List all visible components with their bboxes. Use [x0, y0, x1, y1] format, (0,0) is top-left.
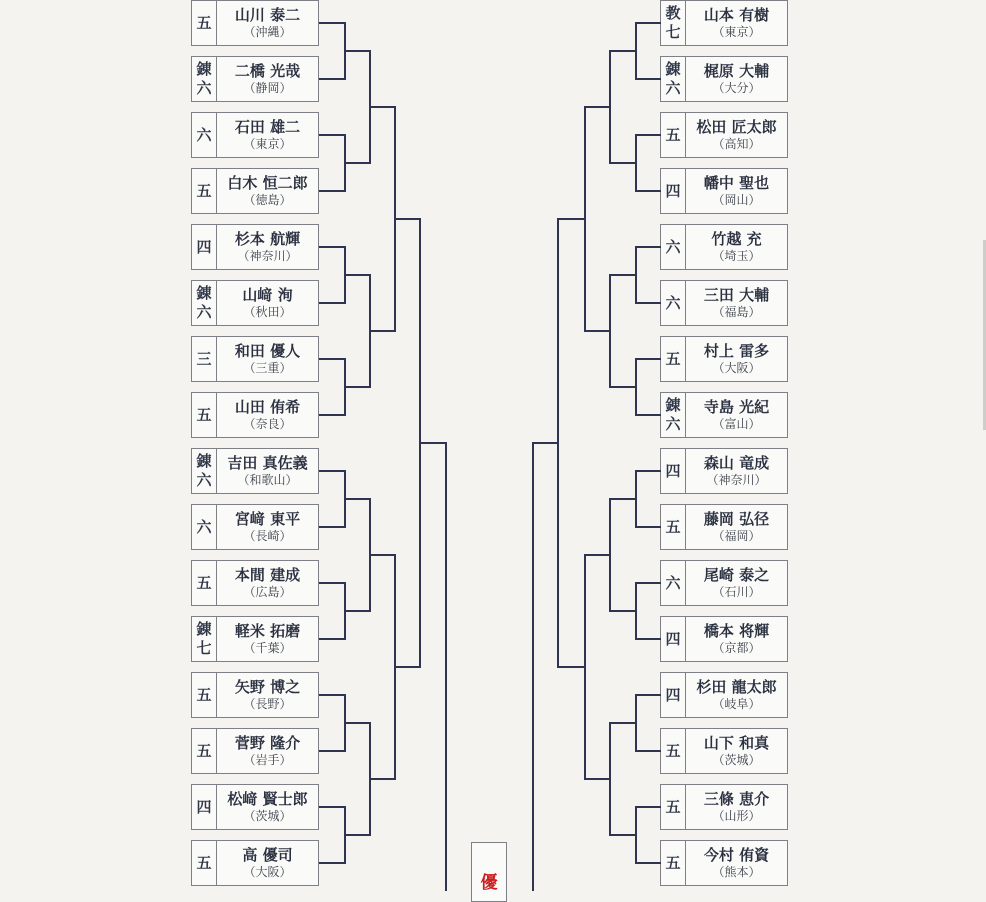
bracket-line [636, 22, 661, 24]
player-info [217, 169, 318, 213]
bracket-line [585, 778, 611, 780]
player-prefecture: （神奈川） [237, 249, 298, 263]
bracket-line [319, 358, 346, 360]
player-info [217, 785, 318, 829]
player-prefecture: （大阪） [712, 361, 761, 375]
player-name: 幡中 聖也 [703, 174, 770, 192]
player-info [217, 1, 318, 45]
player-name: 山川 泰二 [234, 6, 301, 24]
player-name: 本間 建成 [234, 566, 301, 584]
player-info [686, 393, 787, 437]
dan-rank-cell: 四 [192, 225, 217, 269]
player-info [686, 841, 787, 885]
bracket-line [319, 78, 346, 80]
player-entry[interactable] [191, 112, 319, 158]
dan-rank-cell: 四 [661, 449, 686, 493]
player-info [217, 449, 318, 493]
player-name: 山下 和真 [703, 734, 770, 752]
dan-rank-cell: 五 [661, 505, 686, 549]
bracket-line [610, 834, 637, 836]
player-entry[interactable] [660, 672, 788, 718]
player-info [217, 393, 318, 437]
player-prefecture: （千葉） [243, 641, 292, 655]
player-prefecture: （岩手） [243, 753, 292, 767]
player-info [686, 337, 787, 381]
player-name: 松﨑 賢士郎 [227, 790, 308, 808]
bracket-line [636, 582, 661, 584]
bracket-line [319, 582, 346, 584]
player-prefecture: （福島） [712, 305, 761, 319]
bracket-line [636, 246, 661, 248]
dan-rank-cell: 六 [192, 505, 217, 549]
player-prefecture: （京都） [712, 641, 761, 655]
bracket-line [636, 358, 661, 360]
player-entry[interactable] [191, 56, 319, 102]
dan-rank-cell: 錬 七 [192, 617, 217, 661]
dan-rank-cell: 五 [192, 841, 217, 885]
player-info [217, 561, 318, 605]
bracket-line [319, 302, 346, 304]
bracket-line [345, 722, 371, 724]
player-entry[interactable] [660, 504, 788, 550]
dan-rank-cell: 錬 六 [661, 393, 686, 437]
player-prefecture: （沖縄） [243, 25, 292, 39]
bracket-line [610, 162, 637, 164]
bracket-line [636, 302, 661, 304]
player-info [217, 617, 318, 661]
bracket-line [636, 78, 661, 80]
player-info [686, 281, 787, 325]
bracket-line [585, 554, 611, 556]
bracket-line [636, 526, 661, 528]
player-name: 寺島 光紀 [703, 398, 770, 416]
bracket-line [319, 750, 346, 752]
player-entry[interactable] [660, 784, 788, 830]
player-entry[interactable] [191, 504, 319, 550]
player-entry[interactable] [191, 560, 319, 606]
champion-label: 優 [480, 873, 498, 893]
player-prefecture: （茨城） [243, 809, 292, 823]
bracket-line [610, 50, 637, 52]
player-prefecture: （秋田） [243, 305, 292, 319]
player-info [686, 617, 787, 661]
dan-rank-cell: 五 [661, 729, 686, 773]
player-prefecture: （山形） [712, 809, 761, 823]
bracket-line [345, 610, 371, 612]
player-entry[interactable] [660, 840, 788, 886]
player-name: 高 優司 [242, 846, 293, 864]
player-prefecture: （長崎） [243, 529, 292, 543]
player-prefecture: （茨城） [712, 753, 761, 767]
player-prefecture: （徳島） [243, 193, 292, 207]
bracket-line [420, 442, 447, 444]
player-entry[interactable] [660, 56, 788, 102]
player-prefecture: （福岡） [712, 529, 761, 543]
player-entry[interactable] [191, 336, 319, 382]
player-info [217, 841, 318, 885]
player-entry[interactable] [660, 280, 788, 326]
player-name: 村上 雷多 [703, 342, 770, 360]
player-name: 和田 優人 [234, 342, 301, 360]
dan-rank-cell: 四 [661, 169, 686, 213]
player-entry[interactable] [191, 224, 319, 270]
player-entry[interactable] [191, 840, 319, 886]
player-info [217, 281, 318, 325]
bracket-line [636, 862, 661, 864]
player-name: 藤岡 弘径 [703, 510, 770, 528]
player-name: 今村 侑資 [703, 846, 770, 864]
bracket-line [319, 862, 346, 864]
player-entry[interactable] [191, 448, 319, 494]
player-info [686, 169, 787, 213]
bracket-line [532, 442, 534, 891]
bracket-line [319, 414, 346, 416]
player-name: 白木 恒二郎 [227, 174, 308, 192]
player-name: 矢野 博之 [234, 678, 301, 696]
player-prefecture: （石川） [712, 585, 761, 599]
player-info [686, 113, 787, 157]
player-name: 吉田 真佐義 [227, 454, 308, 472]
player-name: 宮﨑 東平 [234, 510, 301, 528]
player-name: 森山 竜成 [703, 454, 770, 472]
player-entry[interactable] [191, 392, 319, 438]
player-entry[interactable] [660, 392, 788, 438]
player-entry[interactable] [660, 336, 788, 382]
player-info [686, 785, 787, 829]
bracket-line [636, 806, 661, 808]
player-name: 杉本 航輝 [234, 230, 301, 248]
player-entry[interactable] [660, 224, 788, 270]
bracket-line [636, 134, 661, 136]
bracket-line [345, 274, 371, 276]
bracket-line [319, 694, 346, 696]
player-info [217, 225, 318, 269]
player-name: 橋本 将輝 [703, 622, 770, 640]
bracket-line [610, 274, 637, 276]
player-entry[interactable] [660, 448, 788, 494]
player-info [686, 57, 787, 101]
bracket-line [319, 22, 346, 24]
player-info [217, 729, 318, 773]
dan-rank-cell: 五 [661, 841, 686, 885]
dan-rank-cell: 五 [192, 169, 217, 213]
player-name: 梶原 大輔 [703, 62, 770, 80]
bracket-line [395, 666, 421, 668]
dan-rank-cell: 五 [661, 785, 686, 829]
player-name: 山﨑 洵 [242, 286, 293, 304]
dan-rank-cell: 六 [661, 281, 686, 325]
player-name: 三田 大輔 [703, 286, 770, 304]
player-prefecture: （埼玉） [712, 249, 761, 263]
bracket-line [370, 554, 396, 556]
dan-rank-cell: 三 [192, 337, 217, 381]
bracket-line [585, 106, 611, 108]
bracket-line [345, 386, 371, 388]
bracket-line [636, 190, 661, 192]
player-name: 尾崎 泰之 [703, 566, 770, 584]
player-prefecture: （東京） [243, 137, 292, 151]
bracket-line [319, 526, 346, 528]
player-entry[interactable] [660, 616, 788, 662]
player-entry[interactable] [660, 728, 788, 774]
dan-rank-cell: 四 [192, 785, 217, 829]
player-name: 三條 恵介 [703, 790, 770, 808]
bracket-line [636, 470, 661, 472]
player-entry[interactable] [660, 0, 788, 46]
player-name: 竹越 充 [711, 230, 762, 248]
player-info [217, 113, 318, 157]
dan-rank-cell: 四 [661, 673, 686, 717]
player-prefecture: （富山） [712, 417, 761, 431]
bracket-line [558, 218, 586, 220]
bracket-line [345, 834, 371, 836]
bracket-line [558, 666, 586, 668]
player-name: 二橋 光哉 [234, 62, 301, 80]
dan-rank-cell: 六 [661, 225, 686, 269]
dan-rank-cell: 五 [192, 1, 217, 45]
dan-rank-cell: 錬 六 [192, 57, 217, 101]
bracket-line [610, 386, 637, 388]
dan-rank-cell: 五 [192, 729, 217, 773]
player-entry[interactable] [191, 168, 319, 214]
champion-box [471, 842, 507, 902]
bracket-line [345, 498, 371, 500]
player-entry[interactable] [660, 112, 788, 158]
player-name: 軽米 拓磨 [234, 622, 301, 640]
bracket-line [370, 106, 396, 108]
bracket-line [319, 638, 346, 640]
player-name: 山本 有樹 [703, 6, 770, 24]
player-info [686, 729, 787, 773]
player-info [686, 449, 787, 493]
player-prefecture: （三重） [243, 361, 292, 375]
player-entry[interactable] [191, 280, 319, 326]
player-entry[interactable] [660, 168, 788, 214]
player-prefecture: （広島） [243, 585, 292, 599]
player-prefecture: （熊本） [712, 865, 761, 879]
bracket-line [636, 414, 661, 416]
player-prefecture: （大分） [712, 81, 761, 95]
player-info [686, 673, 787, 717]
bracket-line [585, 330, 611, 332]
player-prefecture: （神奈川） [706, 473, 767, 487]
bracket-line [395, 218, 421, 220]
player-info [686, 505, 787, 549]
player-entry[interactable] [191, 616, 319, 662]
player-prefecture: （岡山） [712, 193, 761, 207]
player-prefecture: （長野） [243, 697, 292, 711]
player-name: 菅野 隆介 [234, 734, 301, 752]
bracket-line [370, 778, 396, 780]
bracket-line [445, 442, 447, 891]
player-name: 山田 侑希 [234, 398, 301, 416]
player-prefecture: （和歌山） [237, 473, 298, 487]
player-prefecture: （大阪） [243, 865, 292, 879]
dan-rank-cell: 錬 六 [192, 449, 217, 493]
bracket-line [610, 610, 637, 612]
dan-rank-cell: 錬 六 [192, 281, 217, 325]
player-entry[interactable] [191, 0, 319, 46]
dan-rank-cell: 五 [661, 337, 686, 381]
player-entry[interactable] [191, 728, 319, 774]
bracket-line [319, 470, 346, 472]
dan-rank-cell: 六 [661, 561, 686, 605]
bracket-line [370, 330, 396, 332]
player-info [217, 337, 318, 381]
bracket-line [319, 246, 346, 248]
bracket-line [319, 806, 346, 808]
player-name: 石田 雄二 [234, 118, 301, 136]
bracket-line [533, 442, 559, 444]
player-info [217, 673, 318, 717]
dan-rank-cell: 錬 六 [661, 57, 686, 101]
player-prefecture: （東京） [712, 25, 761, 39]
dan-rank-cell: 教 七 [661, 1, 686, 45]
player-name: 杉田 龍太郎 [696, 678, 777, 696]
bracket-line [636, 638, 661, 640]
player-info [686, 561, 787, 605]
player-prefecture: （静岡） [243, 81, 292, 95]
bracket-line [319, 134, 346, 136]
player-name: 松田 匠太郎 [696, 118, 777, 136]
bracket-line [345, 162, 371, 164]
bracket-line [636, 750, 661, 752]
player-entry[interactable] [191, 672, 319, 718]
player-info [217, 57, 318, 101]
bracket-line [610, 498, 637, 500]
dan-rank-cell: 五 [192, 561, 217, 605]
player-info [686, 225, 787, 269]
dan-rank-cell: 五 [661, 113, 686, 157]
bracket-line [345, 50, 371, 52]
player-info [217, 505, 318, 549]
player-entry[interactable] [660, 560, 788, 606]
bracket-line [636, 694, 661, 696]
dan-rank-cell: 六 [192, 113, 217, 157]
player-prefecture: （岐阜） [712, 697, 761, 711]
player-info [686, 1, 787, 45]
dan-rank-cell: 五 [192, 673, 217, 717]
bracket-line [319, 190, 346, 192]
player-prefecture: （高知） [712, 137, 761, 151]
bracket-line [610, 722, 637, 724]
dan-rank-cell: 五 [192, 393, 217, 437]
player-prefecture: （奈良） [243, 417, 292, 431]
dan-rank-cell: 四 [661, 617, 686, 661]
player-entry[interactable] [191, 784, 319, 830]
